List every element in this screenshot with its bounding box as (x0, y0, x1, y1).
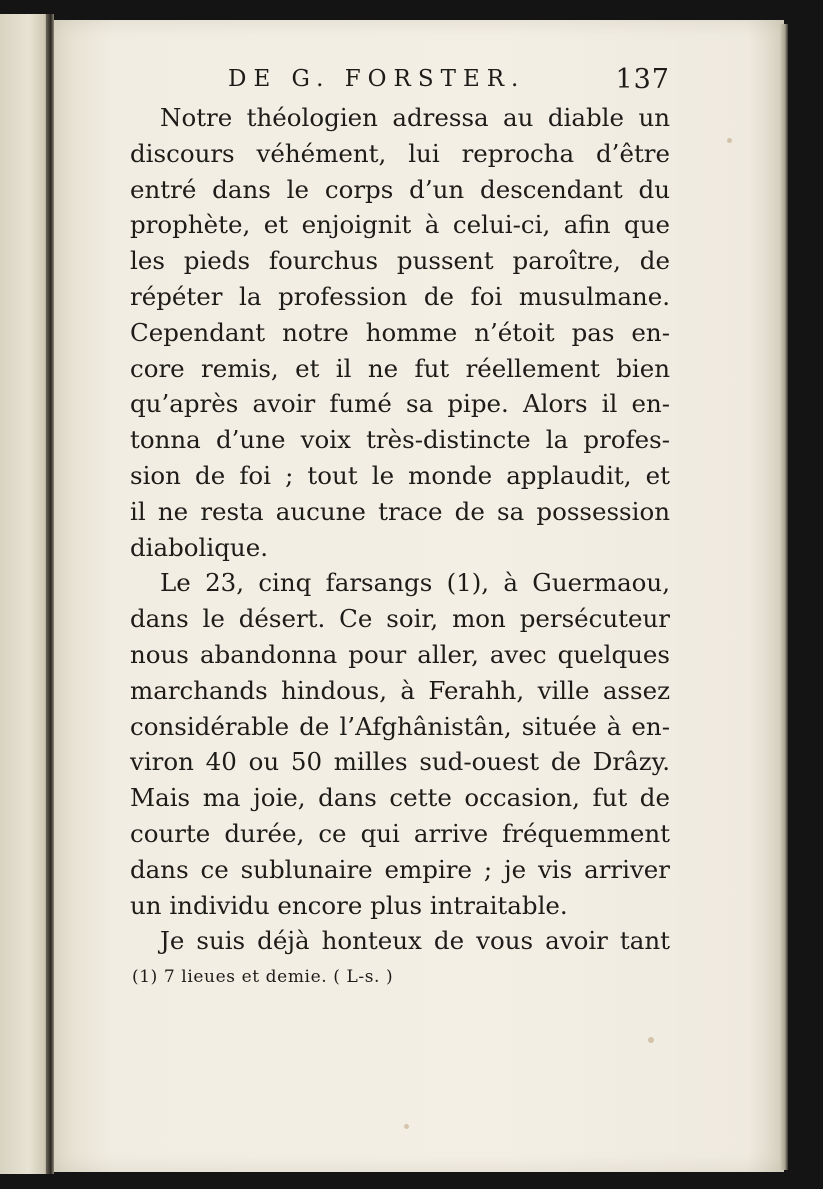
text-line: considérable de l’Afghânistân, située à en- (130, 711, 670, 741)
text-line: un individu encore plus intraitable. (130, 890, 568, 920)
book-gutter (46, 14, 54, 1174)
text-line: nous abandonna pour aller, avec quelques (130, 639, 670, 669)
text-line: Notre théologien adressa au diable un (160, 103, 670, 132)
text-line: tonna d’une voix très-distincte la profes- (130, 425, 670, 455)
text-line: qu’après avoir fumé sa pipe. Alors il en- (130, 389, 670, 419)
text-line: entré dans le corps d’un descendant du (130, 174, 670, 204)
right-page-edge (780, 24, 788, 1170)
text-line: Le 23, cinq farsangs (1), à Guermaou, (160, 568, 670, 598)
text-line: marchands hindous, à Ferahh, ville assez (130, 675, 670, 705)
paragraph-3 (130, 923, 670, 959)
text-line: répéter la profession de foi musulmane. (130, 281, 670, 311)
text-line: les pieds fourchus pussent paroître, de (130, 246, 670, 276)
running-head (130, 60, 670, 100)
footnote: (1) 7 lieues et demie. ( L-s. ) (132, 967, 394, 988)
text-line: il ne resta aucune trace de sa possession (130, 496, 670, 526)
text-line: sion de foi ; tout le monde applaudit, et (130, 460, 670, 490)
page-text (130, 60, 670, 989)
foxing-spot (648, 1037, 654, 1043)
text-line: dans le désert. Ce soir, mon persécuteur (130, 604, 670, 634)
text-line: prophète, et enjoignit à celui-ci, afin que (130, 210, 670, 240)
page-number: 137 (615, 64, 670, 95)
text-line: Cependant notre homme n’étoit pas en- (130, 317, 670, 347)
paragraph-2 (130, 565, 670, 923)
foxing-spot (727, 138, 732, 143)
text-line: Mais ma joie, dans cette occasion, fut de (130, 783, 670, 813)
text-line: Je suis déjà honteux de vous avoir tant (160, 926, 670, 956)
text-line: discours véhément, lui reprocha d’être (130, 138, 670, 168)
paragraph-1 (130, 100, 670, 565)
text-line: diabolique. (130, 532, 268, 562)
text-line: courte durée, ce qui arrive fréquemment (130, 818, 670, 848)
running-head-title: DE G. FORSTER. (228, 66, 526, 92)
text-line: viron 40 ou 50 milles sud-ouest de Drâzy. (130, 747, 670, 777)
text-line: dans ce sublunaire empire ; je vis arriver (130, 854, 670, 884)
text-line: core remis, et il ne fut réellement bien (130, 353, 670, 383)
left-page-edge (0, 14, 52, 1174)
foxing-spot (404, 1124, 409, 1129)
